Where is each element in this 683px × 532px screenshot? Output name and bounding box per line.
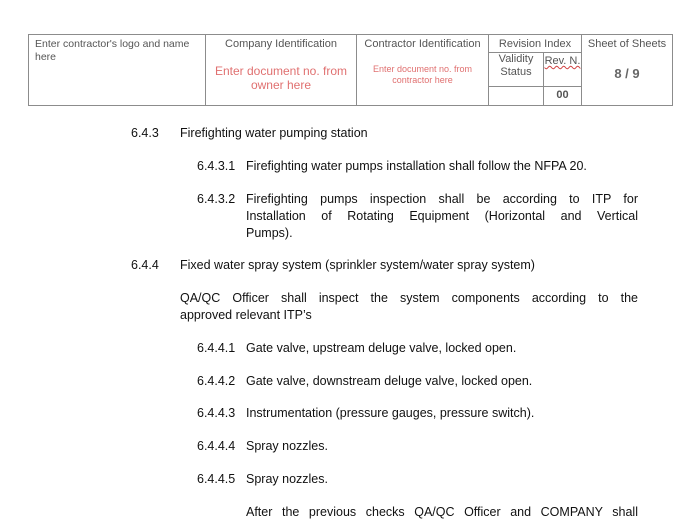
subsection-number: 6.4.4.4 [197, 439, 236, 453]
subsection-number: 6.4.4.5 [197, 472, 236, 486]
subsection-text: Firefighting water pumps installation shall follow the NFPA 20. [246, 159, 587, 173]
contractor-identification-label: Contractor Identification [364, 38, 481, 50]
subsection-text: Gate valve, upstream deluge valve, locked open. [246, 341, 517, 355]
subsection-paragraph [246, 191, 638, 242]
contractor-logo-placeholder: Enter contractor's logo and name here [29, 35, 206, 106]
paragraph-line: Installation of Rotating Equipment (Horizontal and Vertical [246, 209, 638, 223]
rev-n-label: Rev. N. [544, 55, 581, 67]
section-intro-paragraph [180, 290, 638, 324]
revision-index-label: Revision Index [489, 35, 582, 53]
paragraph-line: approved relevant ITP’s [180, 308, 312, 322]
paragraph-line: After the previous checks QA/QC Officer and COMPANY shall [246, 505, 638, 519]
paragraph-line: Firefighting pumps inspection shall be according to ITP for [246, 192, 638, 206]
sheet-number: 8 / 9 [614, 66, 640, 81]
subsection-text: Spray nozzles. [246, 472, 328, 486]
section-title: Fixed water spray system (sprinkler system/water spray system) [180, 258, 535, 272]
subsection-text: Instrumentation (pressure gauges, pressure switch). [246, 406, 535, 420]
subsection-text: Spray nozzles. [246, 439, 328, 453]
validity-status-label: Validity Status [489, 53, 544, 87]
section-number: 6.4.4 [131, 258, 159, 272]
revision-number: 00 [544, 87, 582, 106]
section-title: Firefighting water pumping station [180, 126, 368, 140]
subsection-number: 6.4.3.2 [197, 192, 236, 206]
closing-paragraph [246, 504, 638, 521]
subsection-number: 6.4.4.3 [197, 406, 236, 420]
subsection-text: Gate valve, downstream deluge valve, locked open. [246, 374, 533, 388]
paragraph-line: Pumps). [246, 226, 293, 240]
contractor-document-placeholder: Enter document no. from contractor here [372, 64, 473, 85]
subsection-number: 6.4.3.1 [197, 159, 236, 173]
paragraph-line: QA/QC Officer shall inspect the system components according to the [180, 291, 638, 305]
sheet-of-sheets-label: Sheet of Sheets [587, 38, 667, 50]
subsection-number: 6.4.4.2 [197, 374, 236, 388]
company-document-placeholder: Enter document no. from owner here [214, 64, 348, 92]
section-number: 6.4.3 [131, 126, 159, 140]
subsection-number: 6.4.4.1 [197, 341, 236, 355]
company-identification-label: Company Identification [225, 38, 337, 50]
